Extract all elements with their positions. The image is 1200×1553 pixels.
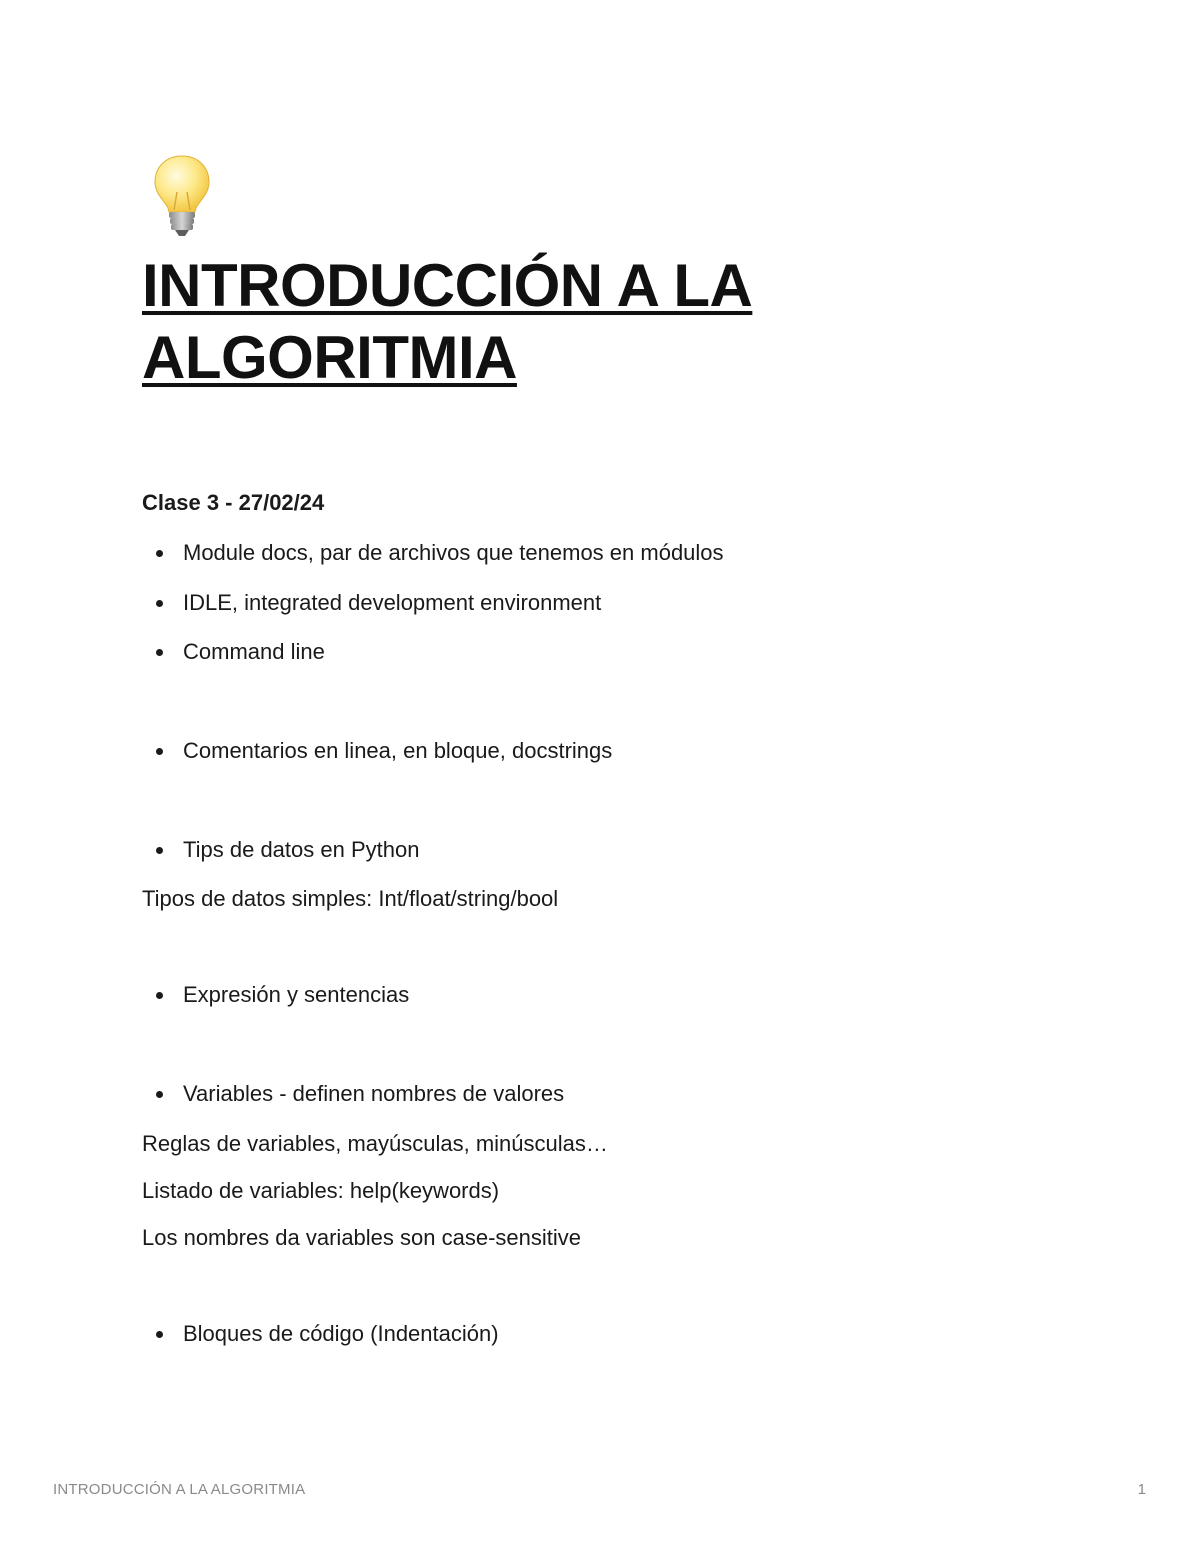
footer-document-title: INTRODUCCIÓN A LA ALGORITMIA	[53, 1481, 306, 1498]
bullet-icon	[156, 748, 163, 755]
paragraph: Los nombres da variables son case-sensitive	[142, 1225, 582, 1250]
bullet-icon	[156, 600, 163, 607]
footer-page-number: 1	[1137, 1481, 1146, 1498]
list-item-text: Expresión y sentencias	[183, 982, 410, 1007]
lightbulb-icon	[150, 152, 214, 240]
paragraph: Tipos de datos simples: Int/float/string/bool	[142, 886, 559, 911]
list-item-text: Bloques de código (Indentación)	[183, 1321, 499, 1346]
section-heading: Clase 3 - 27/02/24	[142, 490, 325, 515]
bullet-icon	[156, 992, 163, 999]
list-item-text: Module docs, par de archivos que tenemos en módulos	[183, 540, 724, 565]
list-item-text: Tips de datos en Python	[183, 837, 420, 862]
bullet-icon	[156, 847, 163, 854]
bullet-icon	[156, 550, 163, 557]
list-item-text: Variables - definen nombres de valores	[183, 1081, 565, 1106]
list-item-text: Comentarios en linea, en bloque, docstrings	[183, 738, 613, 763]
list-item-text: IDLE, integrated development environment	[183, 590, 602, 615]
bullet-icon	[156, 649, 163, 656]
paragraph: Reglas de variables, mayúsculas, minúsculas…	[142, 1131, 608, 1156]
bullet-icon	[156, 1331, 163, 1338]
paragraph: Listado de variables: help(keywords)	[142, 1178, 500, 1203]
page-title: INTRODUCCIÓN A LA ALGORITMIA	[142, 252, 753, 391]
bullet-icon	[156, 1091, 163, 1098]
list-item-text: Command line	[183, 639, 325, 664]
